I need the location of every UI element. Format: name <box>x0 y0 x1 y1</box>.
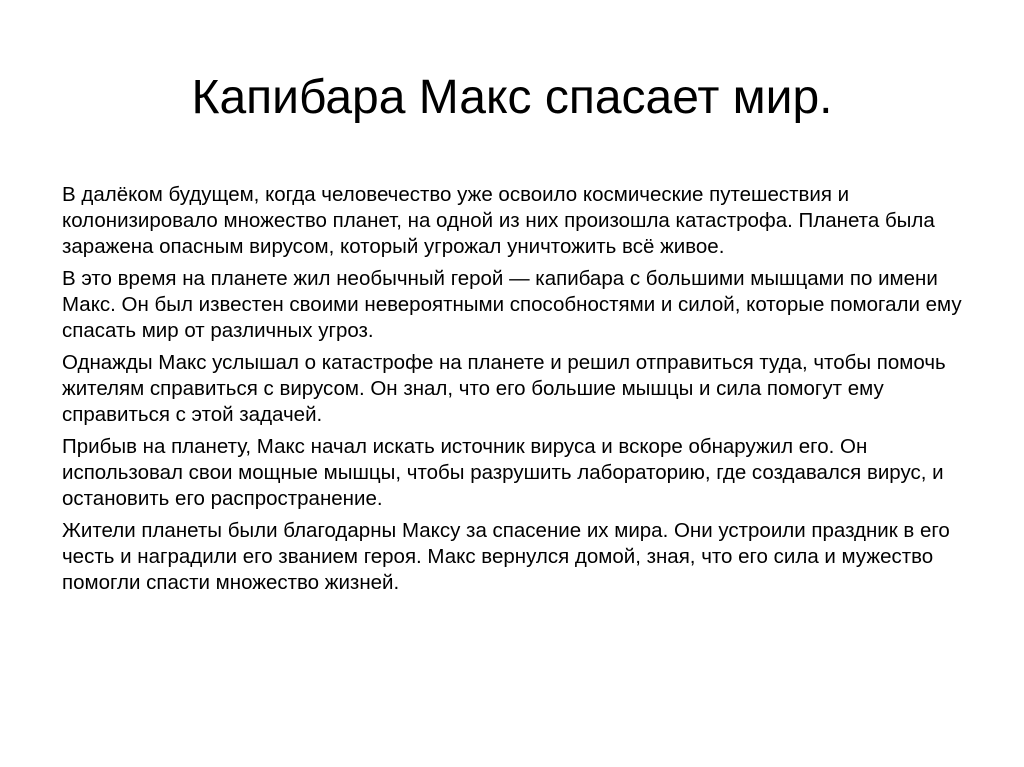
paragraph: Жители планеты были благодарны Максу за спасение их мира. Они устроили праздник в его честь и наградили его званием героя. Макс вернулся домой, зная, что его сила и мужество помогли спасти множество жизней. <box>62 519 950 594</box>
paragraph: Прибыв на планету, Макс начал искать источник вируса и вскоре обнаружил его. Он использовал свои мощные мышцы, чтобы разрушить лабораторию, где создавался вирус, и остановить его распространение. <box>62 435 944 510</box>
paragraph: В далёком будущем, когда человечество уже освоило космические путешествия и колонизировало множество планет, на одной из них произошла катастрофа. Планета была заражена опасным вирусом, который угрожал уничтожить всё живое. <box>62 183 935 258</box>
paragraph: В это время на планете жил необычный герой — капибара с большими мышцами по имени Макс. Он был известен своими невероятными способностями и силой, которые помогали ему спасать мир от различных угроз. <box>62 267 962 342</box>
slide-title: Капибара Макс спасает мир. <box>191 71 833 124</box>
slide-body <box>62 182 972 602</box>
paragraph: Однажды Макс услышал о катастрофе на планете и решил отправиться туда, чтобы помочь жителям справиться с вирусом. Он знал, что его большие мышцы и сила помогут ему справиться с этой задачей. <box>62 351 946 426</box>
